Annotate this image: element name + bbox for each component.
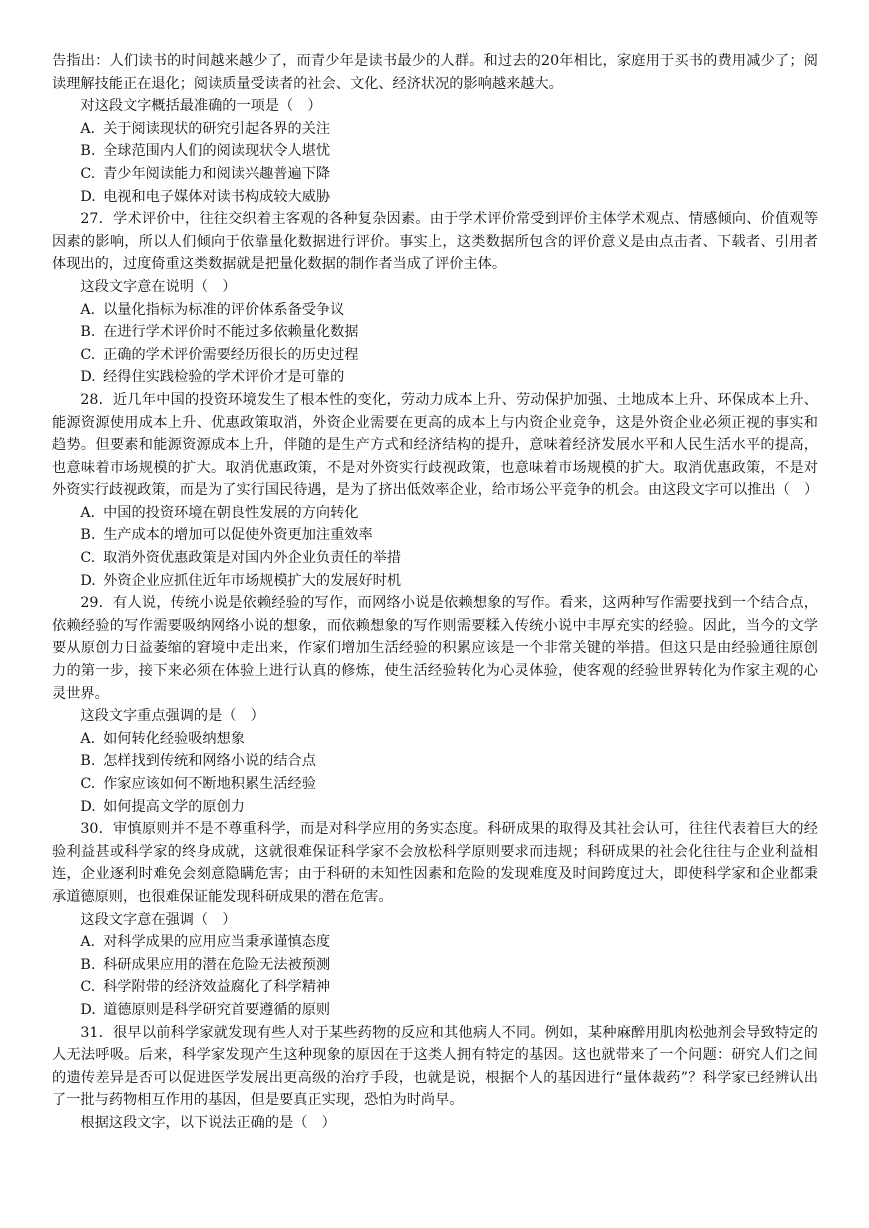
question-stem: 对这段文字概括最准确的一项是（ ） — [80, 98, 322, 115]
option-letter: C. — [80, 979, 96, 996]
option-letter: B. — [80, 956, 96, 973]
option-text: 电视和电子媒体对读书构成较大威胁 — [103, 188, 331, 205]
question-28 — [52, 389, 818, 592]
option-letter: C. — [80, 776, 96, 792]
option-a — [52, 931, 818, 954]
question-stem: 这段文字意在强调（ ） — [80, 911, 237, 928]
option-text: 道德原则是科学研究首要遵循的原则 — [103, 1001, 331, 1018]
option-text: 全球范围内人们的阅读现状令人堪忧 — [103, 143, 331, 160]
passage-text: 30．审慎原则并不是不尊重科学，而是对科学应用的务实态度。科研成果的取得及其社会认可，往往代表着巨大的经验利益甚或科学家的终身成就，这就很难保证科学家不会放松科学原则要求而违规；科研成果的社会化往往与企业利益相连，企业逐利时难免会刻意隐瞒危害；由于科研的未知性因素和危险的发现难度及时间跨度过大，即使科学家和企业都秉承道德原则，也很难保证能发现科研成果的潜在危害。 — [52, 821, 818, 905]
option-letter: C. — [80, 346, 96, 363]
option-letter: D. — [80, 1001, 96, 1018]
option-d — [52, 366, 818, 389]
option-text: 生产成本的增加可以促使外资更加注重效率 — [103, 527, 373, 544]
option-text: 对科学成果的应用应当秉承谨慎态度 — [103, 934, 331, 951]
question-stem: 根据这段文字，以下说法正确的是（ ） — [80, 1114, 336, 1131]
question-intro — [52, 50, 818, 208]
option-d — [52, 186, 818, 209]
option-text: 科学附带的经济效益腐化了科学精神 — [103, 979, 331, 996]
question-29 — [52, 592, 818, 818]
option-a — [52, 299, 818, 322]
option-c — [52, 773, 818, 796]
option-text: 如何转化经验吸纳想象 — [103, 730, 245, 747]
option-text: 中国的投资环境在朝良性发展的方向转化 — [103, 504, 359, 521]
option-letter: B. — [80, 324, 96, 341]
question-30 — [52, 818, 818, 1021]
option-a — [52, 728, 818, 751]
option-letter: D. — [80, 798, 96, 815]
question-stem: 这段文字重点强调的是（ ） — [80, 708, 265, 725]
option-b — [52, 954, 818, 977]
option-letter: D. — [80, 572, 96, 589]
question-31 — [52, 1022, 818, 1135]
option-d — [52, 796, 818, 819]
option-text: 科研成果应用的潜在危险无法被预测 — [103, 956, 331, 973]
option-b — [52, 321, 818, 344]
passage-text: 29．有人说，传统小说是依赖经验的写作，而网络小说是依赖想象的写作。看来，这两种写作需要找到一个结合点，依赖经验的写作需要吸纳网络小说的想象，而依赖想象的写作则需要糅入传统小说中丰厚充实的经验。因此，当今的文学要从原创力日益萎缩的窘境中走出来，作家们增加生活经验的积累应该是一个非常关键的举措。但这只是由经验通往原创力的第一步，接下来必须在体验上进行认真的修炼，使生活经验转化为心灵体验，使客观的经验世界转化为作家主观的心灵世界。 — [52, 595, 818, 702]
option-text: 外资企业应抓住近年市场规模扩大的发展好时机 — [103, 572, 402, 589]
option-c — [52, 976, 818, 999]
option-letter: A. — [80, 301, 96, 318]
option-text: 关于阅读现状的研究引起各界的关注 — [103, 120, 331, 137]
option-c — [52, 163, 818, 186]
passage-text: 28．近几年中国的投资环境发生了根本性的变化，劳动力成本上升、劳动保护加强、土地成本上升、环保成本上升、能源资源使用成本上升、优惠政策取消，外资企业需要在更高的成本上与内资企业竞争，这是外资企业必须正视的事实和趋势。但要素和能源资源成本上升，伴随的是生产方式和经济结构的提升，意味着经济发展水平和人民生活水平的提高，也意味着市场规模的扩大。取消优惠政策，不是对外资实行歧视政策，也意味着市场规模的扩大。取消优惠政策，不是对外资实行歧视政策，而是为了实行国民待遇，是为了挤出低效率企业，给市场公平竞争的机会。由这段文字可以推出（ ） — [52, 391, 819, 499]
option-a — [52, 502, 818, 525]
option-letter: C. — [80, 165, 96, 182]
option-text: 经得住实践检验的学术评价才是可靠的 — [103, 369, 345, 386]
passage-text: 31．很早以前科学家就发现有些人对于某些药物的反应和其他病人不同。例如，某种麻醉用肌肉松弛剂会导致特定的人无法呼吸。后来，科学家发现产生这种现象的原因在于这类人拥有特定的基因。这也就带来了一个问题：研究人们之间的遗传差异是否可以促进医学发展出更高级的治疗手段，也就是说，根据个人的基因进行“量体裁药”？科学家已经辨认出了一批与药物相互作用的基因，但是要真正实现，恐怕为时尚早。 — [52, 1024, 818, 1109]
option-letter: B. — [80, 143, 96, 160]
option-text: 作家应该如何不断地积累生活经验 — [103, 776, 316, 792]
option-a — [52, 118, 818, 141]
option-text: 青少年阅读能力和阅读兴趣普遍下降 — [103, 165, 331, 182]
exam-page — [52, 50, 818, 1135]
option-letter: A. — [80, 120, 96, 137]
option-letter: A. — [80, 504, 96, 521]
option-letter: B. — [80, 753, 96, 770]
option-b — [52, 524, 818, 547]
option-d — [52, 570, 818, 593]
passage-text: 27．学术评价中，往往交织着主客观的各种复杂因素。由于学术评价常受到评价主体学术观点、情感倾向、价值观等因素的影响，所以人们倾向于依靠量化数据进行评价。事实上，这类数据所包含的评价意义是由点击者、下载者、引用者体现出的，过度倚重这类数据就是把量化数据的制作者当成了评价主体。 — [52, 211, 818, 273]
option-b — [52, 140, 818, 163]
question-27 — [52, 208, 818, 389]
option-letter: A. — [80, 934, 96, 951]
passage-text: 告指出：人们读书的时间越来越少了，而青少年是读书最少的人群。和过去的20年相比，家庭用于买书的费用减少了；阅读理解技能正在退化；阅读质量受读者的社会、文化、经济状况的影响越来越大。 — [52, 53, 818, 92]
option-d — [52, 999, 818, 1022]
option-text: 怎样找到传统和网络小说的结合点 — [103, 753, 316, 770]
option-letter: B. — [80, 527, 96, 544]
option-text: 以量化指标为标准的评价体系备受争议 — [103, 301, 345, 318]
option-letter: D. — [80, 369, 96, 386]
option-c — [52, 547, 818, 570]
option-letter: A. — [80, 730, 96, 747]
option-b — [52, 750, 818, 773]
option-text: 正确的学术评价需要经历很长的历史过程 — [103, 346, 359, 363]
option-text: 取消外资优惠政策是对国内外企业负责任的举措 — [103, 550, 402, 567]
option-c — [52, 344, 818, 367]
option-text: 如何提高文学的原创力 — [103, 798, 245, 815]
option-letter: C. — [80, 550, 96, 567]
question-stem: 这段文字意在说明（ ） — [80, 278, 237, 295]
option-letter: D. — [80, 188, 96, 205]
option-text: 在进行学术评价时不能过多依赖量化数据 — [103, 324, 359, 341]
